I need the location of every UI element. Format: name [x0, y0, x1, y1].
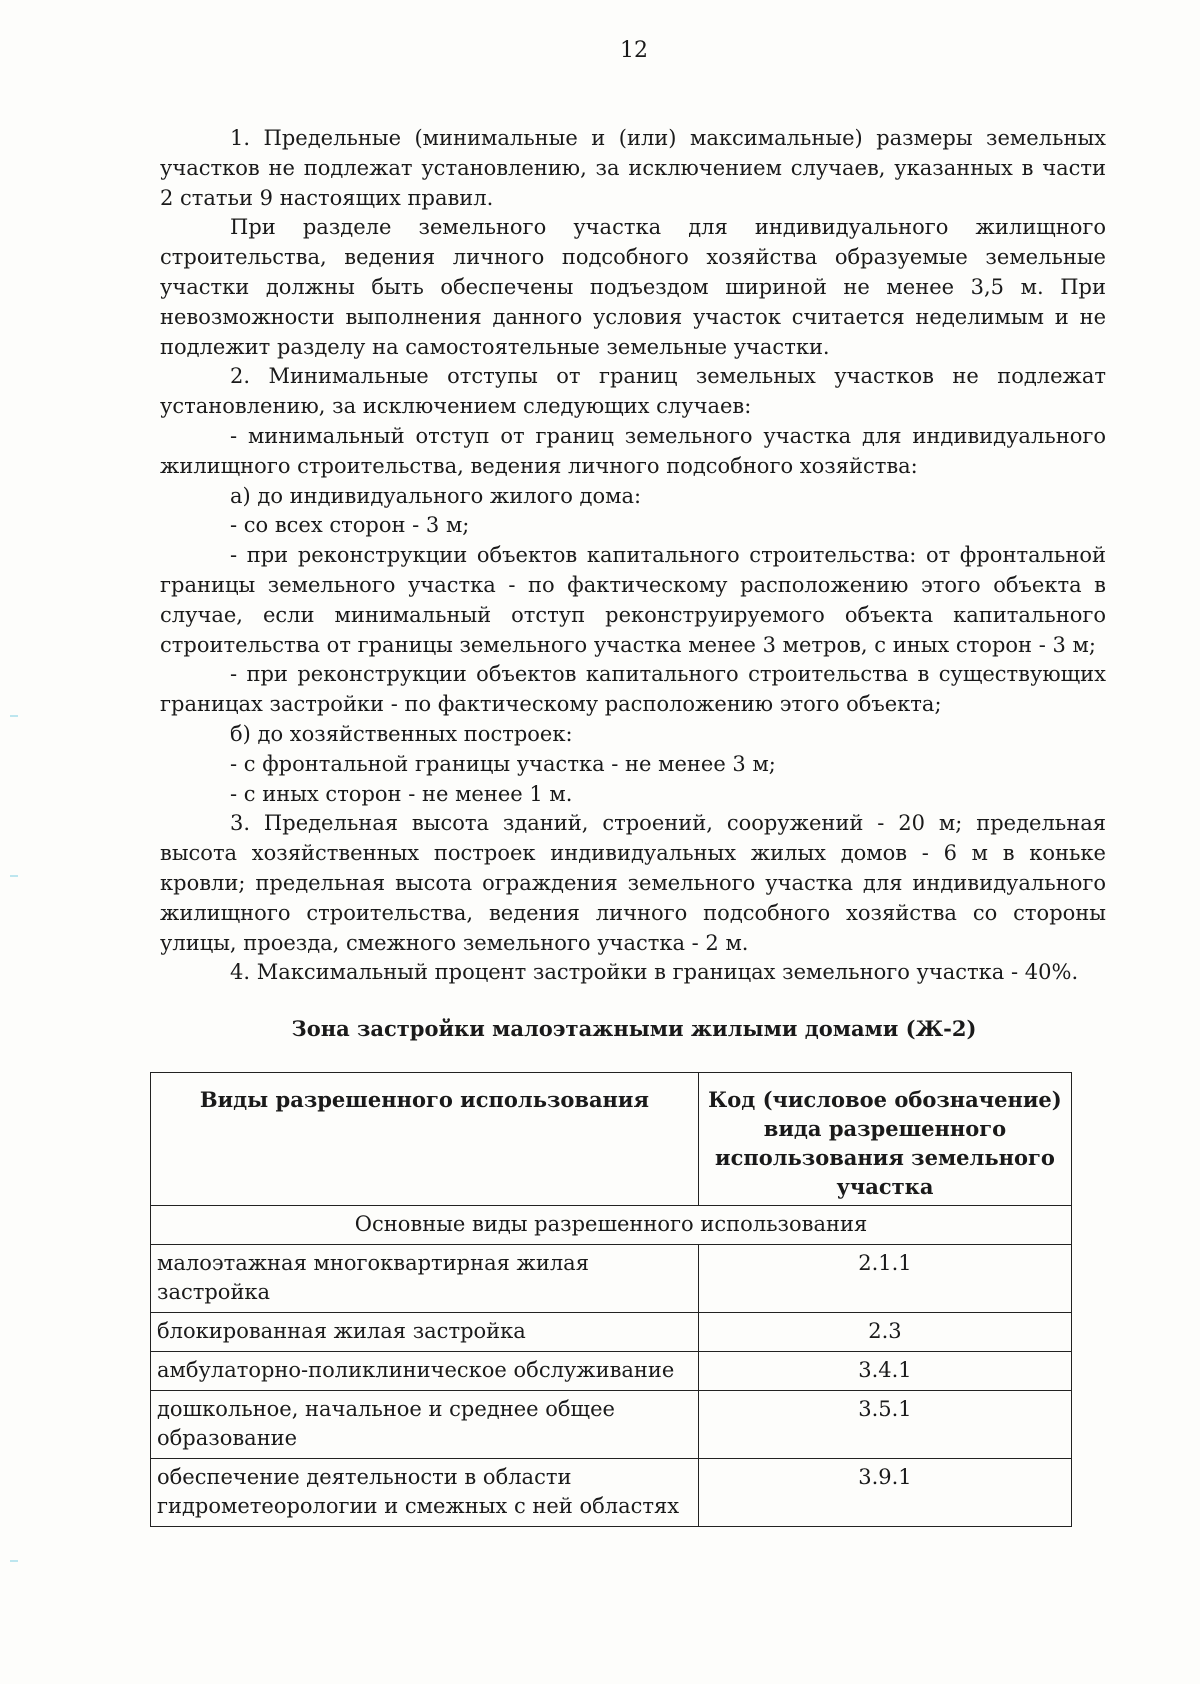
column-header-code: Код (числовое обозначение) вида разрешенного использования земельного участка — [698, 1073, 1071, 1206]
paragraph: 4. Максимальный процент застройки в границах земельного участка - 40%. — [230, 960, 1079, 985]
use-cell: обеспечение деятельности в области гидрометеорологии и смежных с ней областях — [151, 1459, 699, 1527]
use-cell: дошкольное, начальное и среднее общее образование — [151, 1391, 699, 1459]
scan-mark — [10, 715, 18, 717]
permitted-uses-table — [150, 1072, 1072, 1527]
code-cell: 2.3 — [698, 1313, 1071, 1352]
paragraph: - с фронтальной границы участка - не менее 3 м; — [230, 751, 776, 776]
use-cell: малоэтажная многоквартирная жилая застройка — [151, 1245, 699, 1313]
table-row — [151, 1313, 1072, 1352]
paragraph: - при реконструкции объектов капитального строительства в существующих границах застройки - по фактическому расположению этого объекта; — [160, 662, 1106, 717]
table-row — [151, 1391, 1072, 1459]
paragraph: 2. Минимальные отступы от границ земельных участков не подлежат установлению, за исключением следующих случаев: — [160, 364, 1106, 419]
paragraph: б) до хозяйственных построек: — [230, 721, 573, 746]
paragraph: При разделе земельного участка для индивидуального жилищного строительства, ведения личного подсобного хозяйства образуемые земельные участки должны быть обеспечены подъездом шириной не менее 3,5 м. При невозможности выполнения данного условия участок считается неделимым и не подлежит разделу на самостоятельные земельные участки. — [160, 215, 1106, 359]
code-cell: 3.9.1 — [698, 1459, 1071, 1527]
table-row — [151, 1245, 1072, 1313]
paragraph: - со всех сторон - 3 м; — [230, 513, 470, 538]
code-cell: 3.5.1 — [698, 1391, 1071, 1459]
scan-mark — [10, 1560, 18, 1562]
paragraph: - при реконструкции объектов капитального строительства: от фронтальной границы земельного участка - по фактическому расположению этого объекта в случае, если минимальный отступ реконструируемого объекта капитального строительства от границы земельного участка менее 3 метров, с иных сторон - 3 м; — [160, 543, 1106, 657]
table-row — [151, 1352, 1072, 1391]
paragraph: а) до индивидуального жилого дома: — [230, 483, 642, 508]
code-cell: 3.4.1 — [698, 1352, 1071, 1391]
zone-title: Зона застройки малоэтажными жилыми домами (Ж-2) — [291, 1016, 977, 1041]
code-cell: 2.1.1 — [698, 1245, 1071, 1313]
section-label: Основные виды разрешенного использования — [151, 1206, 1072, 1245]
paragraph: - с иных сторон - не менее 1 м. — [230, 781, 573, 806]
page-number: 12 — [620, 38, 648, 63]
paragraph: 3. Предельная высота зданий, строений, сооружений - 20 м; предельная высота хозяйственных построек индивидуальных жилых домов - 6 м в коньке кровли; предельная высота ограждения земельного участка для индивидуального жилищного строительства, ведения личного подсобного хозяйства со стороны улицы, проезда, смежного земельного участка - 2 м. — [160, 811, 1106, 955]
scan-mark — [10, 875, 18, 877]
table-section-row — [151, 1206, 1072, 1245]
body-text — [160, 124, 1106, 988]
table-header-row — [151, 1073, 1072, 1206]
paragraph: - минимальный отступ от границ земельного участка для индивидуального жилищного строительства, ведения личного подсобного хозяйства: — [160, 423, 1106, 478]
use-cell: амбулаторно-поликлиническое обслуживание — [151, 1352, 699, 1391]
column-header-uses: Виды разрешенного использования — [151, 1073, 699, 1206]
paragraph: 1. Предельные (минимальные и (или) максимальные) размеры земельных участков не подлежат установлению, за исключением случаев, указанных в части 2 статьи 9 настоящих правил. — [160, 126, 1106, 210]
use-cell: блокированная жилая застройка — [151, 1313, 699, 1352]
table-row — [151, 1459, 1072, 1527]
